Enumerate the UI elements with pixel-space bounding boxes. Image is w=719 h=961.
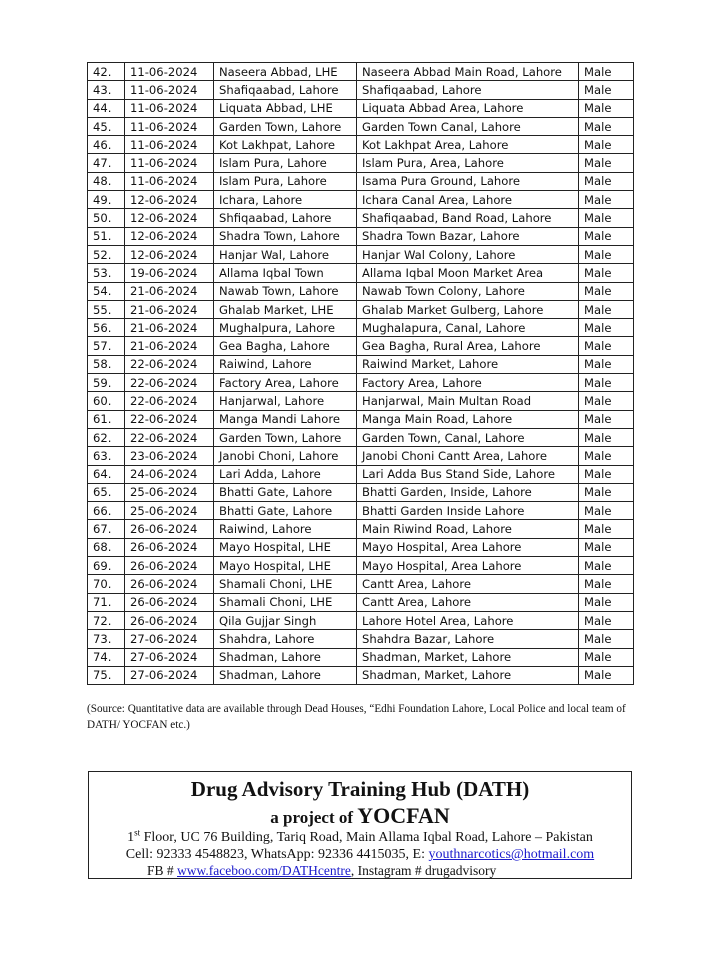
table-row <box>88 99 634 117</box>
record-no-cell: 61. <box>88 410 125 428</box>
table-row <box>88 557 634 575</box>
record-gender-cell: Male <box>579 264 634 282</box>
record-date-cell: 25-06-2024 <box>125 502 214 520</box>
table-row <box>88 611 634 629</box>
footer-project-name: YOCFAN <box>357 803 450 828</box>
record-no-cell: 54. <box>88 282 125 300</box>
record-date-cell: 11-06-2024 <box>125 136 214 154</box>
record-no-cell: 57. <box>88 337 125 355</box>
record-date-cell: 11-06-2024 <box>125 63 214 81</box>
record-area-cell: Bhatti Garden, Inside, Lahore <box>357 483 579 501</box>
record-date-cell: 11-06-2024 <box>125 172 214 190</box>
record-gender-cell: Male <box>579 227 634 245</box>
footer-address-sup: st <box>134 827 141 838</box>
table-row <box>88 666 634 684</box>
record-location-cell: Ichara, Lahore <box>214 191 357 209</box>
record-date-cell: 26-06-2024 <box>125 557 214 575</box>
record-gender-cell: Male <box>579 300 634 318</box>
record-location-cell: Hanjarwal, Lahore <box>214 392 357 410</box>
record-area-cell: Shadra Town Bazar, Lahore <box>357 227 579 245</box>
record-location-cell: Mayo Hospital, LHE <box>214 538 357 556</box>
table-row <box>88 63 634 81</box>
record-gender-cell: Male <box>579 557 634 575</box>
record-area-cell: Janobi Choni Cantt Area, Lahore <box>357 447 579 465</box>
record-area-cell: Ghalab Market Gulberg, Lahore <box>357 300 579 318</box>
record-location-cell: Gea Bagha, Lahore <box>214 337 357 355</box>
record-date-cell: 12-06-2024 <box>125 209 214 227</box>
record-gender-cell: Male <box>579 465 634 483</box>
record-no-cell: 58. <box>88 355 125 373</box>
record-gender-cell: Male <box>579 117 634 135</box>
record-date-cell: 11-06-2024 <box>125 154 214 172</box>
record-date-cell: 27-06-2024 <box>125 630 214 648</box>
record-area-cell: Isama Pura Ground, Lahore <box>357 172 579 190</box>
record-date-cell: 12-06-2024 <box>125 191 214 209</box>
record-no-cell: 44. <box>88 99 125 117</box>
footer-social <box>147 862 496 879</box>
table-row <box>88 300 634 318</box>
record-area-cell: Allama Iqbal Moon Market Area <box>357 264 579 282</box>
record-no-cell: 47. <box>88 154 125 172</box>
record-location-cell: Shfiqaabad, Lahore <box>214 209 357 227</box>
record-area-cell: Shadman, Market, Lahore <box>357 666 579 684</box>
record-no-cell: 67. <box>88 520 125 538</box>
record-date-cell: 11-06-2024 <box>125 117 214 135</box>
record-location-cell: Lari Adda, Lahore <box>214 465 357 483</box>
record-no-cell: 43. <box>88 81 125 99</box>
footer-address-rest: Floor, UC 76 Building, Tariq Road, Main Allama Iqbal Road, Lahore – Pakistan <box>140 830 593 845</box>
record-location-cell: Naseera Abbad, LHE <box>214 63 357 81</box>
record-area-cell: Shafiqaabad, Band Road, Lahore <box>357 209 579 227</box>
record-date-cell: 21-06-2024 <box>125 300 214 318</box>
table-row <box>88 483 634 501</box>
record-area-cell: Ichara Canal Area, Lahore <box>357 191 579 209</box>
record-date-cell: 22-06-2024 <box>125 410 214 428</box>
record-gender-cell: Male <box>579 428 634 446</box>
record-location-cell: Kot Lakhpat, Lahore <box>214 136 357 154</box>
record-gender-cell: Male <box>579 410 634 428</box>
record-area-cell: Shadman, Market, Lahore <box>357 648 579 666</box>
record-area-cell: Factory Area, Lahore <box>357 374 579 392</box>
table-row <box>88 209 634 227</box>
record-gender-cell: Male <box>579 191 634 209</box>
records-table-body <box>88 63 634 685</box>
record-area-cell: Mughalapura, Canal, Lahore <box>357 319 579 337</box>
record-gender-cell: Male <box>579 337 634 355</box>
footer-title: Drug Advisory Training Hub (DATH) <box>190 777 530 801</box>
record-gender-cell: Male <box>579 209 634 227</box>
record-gender-cell: Male <box>579 99 634 117</box>
record-no-cell: 65. <box>88 483 125 501</box>
record-no-cell: 74. <box>88 648 125 666</box>
record-area-cell: Cantt Area, Lahore <box>357 593 579 611</box>
record-location-cell: Shadra Town, Lahore <box>214 227 357 245</box>
record-location-cell: Factory Area, Lahore <box>214 374 357 392</box>
record-date-cell: 21-06-2024 <box>125 319 214 337</box>
record-no-cell: 45. <box>88 117 125 135</box>
record-gender-cell: Male <box>579 575 634 593</box>
record-no-cell: 42. <box>88 63 125 81</box>
record-gender-cell: Male <box>579 648 634 666</box>
table-row <box>88 502 634 520</box>
record-location-cell: Raiwind, Lahore <box>214 355 357 373</box>
record-location-cell: Hanjar Wal, Lahore <box>214 245 357 263</box>
record-date-cell: 19-06-2024 <box>125 264 214 282</box>
record-no-cell: 49. <box>88 191 125 209</box>
table-row <box>88 465 634 483</box>
record-location-cell: Allama Iqbal Town <box>214 264 357 282</box>
record-gender-cell: Male <box>579 355 634 373</box>
record-location-cell: Shadman, Lahore <box>214 648 357 666</box>
table-row <box>88 227 634 245</box>
record-location-cell: Shamali Choni, LHE <box>214 575 357 593</box>
record-date-cell: 22-06-2024 <box>125 355 214 373</box>
record-gender-cell: Male <box>579 63 634 81</box>
record-location-cell: Shadman, Lahore <box>214 666 357 684</box>
record-area-cell: Lahore Hotel Area, Lahore <box>357 611 579 629</box>
record-area-cell: Gea Bagha, Rural Area, Lahore <box>357 337 579 355</box>
table-row <box>88 520 634 538</box>
record-location-cell: Garden Town, Lahore <box>214 117 357 135</box>
record-date-cell: 11-06-2024 <box>125 81 214 99</box>
table-row <box>88 410 634 428</box>
record-gender-cell: Male <box>579 593 634 611</box>
record-gender-cell: Male <box>579 392 634 410</box>
table-row <box>88 264 634 282</box>
footer-email-link[interactable]: youthnarcotics@hotmail.com <box>428 847 595 862</box>
record-location-cell: Islam Pura, Lahore <box>214 172 357 190</box>
record-date-cell: 26-06-2024 <box>125 593 214 611</box>
record-no-cell: 60. <box>88 392 125 410</box>
record-area-cell: Raiwind Market, Lahore <box>357 355 579 373</box>
record-no-cell: 52. <box>88 245 125 263</box>
record-location-cell: Shahdra, Lahore <box>214 630 357 648</box>
record-no-cell: 71. <box>88 593 125 611</box>
record-no-cell: 73. <box>88 630 125 648</box>
table-row <box>88 355 634 373</box>
record-date-cell: 26-06-2024 <box>125 575 214 593</box>
record-location-cell: Ghalab Market, LHE <box>214 300 357 318</box>
table-row <box>88 172 634 190</box>
records-table <box>87 62 634 685</box>
record-location-cell: Mayo Hospital, LHE <box>214 557 357 575</box>
table-row <box>88 154 634 172</box>
footer-box <box>88 771 632 879</box>
record-date-cell: 25-06-2024 <box>125 483 214 501</box>
record-gender-cell: Male <box>579 538 634 556</box>
record-gender-cell: Male <box>579 154 634 172</box>
record-area-cell: Garden Town, Canal, Lahore <box>357 428 579 446</box>
record-area-cell: Kot Lakhpat Area, Lahore <box>357 136 579 154</box>
record-gender-cell: Male <box>579 319 634 337</box>
table-row <box>88 374 634 392</box>
record-no-cell: 72. <box>88 611 125 629</box>
record-area-cell: Manga Main Road, Lahore <box>357 410 579 428</box>
record-date-cell: 12-06-2024 <box>125 245 214 263</box>
table-row <box>88 282 634 300</box>
record-location-cell: Islam Pura, Lahore <box>214 154 357 172</box>
record-no-cell: 50. <box>88 209 125 227</box>
record-area-cell: Shafiqaabad, Lahore <box>357 81 579 99</box>
table-row <box>88 392 634 410</box>
record-no-cell: 64. <box>88 465 125 483</box>
record-date-cell: 27-06-2024 <box>125 666 214 684</box>
footer-contact <box>89 846 631 863</box>
record-area-cell: Islam Pura, Area, Lahore <box>357 154 579 172</box>
record-date-cell: 22-06-2024 <box>125 428 214 446</box>
record-area-cell: Hanjar Wal Colony, Lahore <box>357 245 579 263</box>
footer-project-line <box>89 803 631 832</box>
record-location-cell: Bhatti Gate, Lahore <box>214 483 357 501</box>
record-no-cell: 51. <box>88 227 125 245</box>
table-row <box>88 81 634 99</box>
record-date-cell: 21-06-2024 <box>125 282 214 300</box>
record-location-cell: Janobi Choni, Lahore <box>214 447 357 465</box>
record-no-cell: 62. <box>88 428 125 446</box>
footer-instagram-text: , Instagram # drugadvisory <box>350 863 497 878</box>
record-date-cell: 26-06-2024 <box>125 520 214 538</box>
record-date-cell: 26-06-2024 <box>125 538 214 556</box>
record-area-cell: Mayo Hospital, Area Lahore <box>357 538 579 556</box>
record-gender-cell: Male <box>579 520 634 538</box>
record-no-cell: 68. <box>88 538 125 556</box>
record-no-cell: 55. <box>88 300 125 318</box>
record-gender-cell: Male <box>579 630 634 648</box>
table-row <box>88 593 634 611</box>
record-location-cell: Mughalpura, Lahore <box>214 319 357 337</box>
record-no-cell: 75. <box>88 666 125 684</box>
source-note: (Source: Quantitative data are available through Dead Houses, “Edhi Foundation Lahore, Local Police and local team of DATH/ YOCFAN etc.) <box>87 703 626 731</box>
record-date-cell: 12-06-2024 <box>125 227 214 245</box>
record-gender-cell: Male <box>579 447 634 465</box>
record-area-cell: Lari Adda Bus Stand Side, Lahore <box>357 465 579 483</box>
table-row <box>88 428 634 446</box>
footer-facebook-link[interactable]: www.faceboo.com/DATHcentre <box>177 863 351 878</box>
table-row <box>88 136 634 154</box>
record-location-cell: Qila Gujjar Singh <box>214 611 357 629</box>
record-date-cell: 23-06-2024 <box>125 447 214 465</box>
table-row <box>88 538 634 556</box>
record-gender-cell: Male <box>579 374 634 392</box>
footer-address <box>89 829 631 846</box>
record-area-cell: Cantt Area, Lahore <box>357 575 579 593</box>
record-location-cell: Bhatti Gate, Lahore <box>214 502 357 520</box>
footer-address-floor: 1 <box>127 830 135 845</box>
record-gender-cell: Male <box>579 666 634 684</box>
record-date-cell: 27-06-2024 <box>125 648 214 666</box>
table-row <box>88 447 634 465</box>
record-gender-cell: Male <box>579 483 634 501</box>
record-location-cell: Liquata Abbad, LHE <box>214 99 357 117</box>
record-gender-cell: Male <box>579 282 634 300</box>
record-location-cell: Shafiqaabad, Lahore <box>214 81 357 99</box>
record-location-cell: Garden Town, Lahore <box>214 428 357 446</box>
record-location-cell: Shamali Choni, LHE <box>214 593 357 611</box>
record-no-cell: 48. <box>88 172 125 190</box>
record-no-cell: 66. <box>88 502 125 520</box>
table-row <box>88 575 634 593</box>
record-no-cell: 59. <box>88 374 125 392</box>
record-no-cell: 53. <box>88 264 125 282</box>
table-row <box>88 117 634 135</box>
record-area-cell: Liquata Abbad Area, Lahore <box>357 99 579 117</box>
record-area-cell: Shahdra Bazar, Lahore <box>357 630 579 648</box>
footer-contact-text: Cell: 92333 4548823, WhatsApp: 92336 4415035, E: <box>125 847 429 862</box>
record-area-cell: Naseera Abbad Main Road, Lahore <box>357 63 579 81</box>
record-area-cell: Garden Town Canal, Lahore <box>357 117 579 135</box>
record-date-cell: 22-06-2024 <box>125 374 214 392</box>
record-date-cell: 22-06-2024 <box>125 392 214 410</box>
record-location-cell: Raiwind, Lahore <box>214 520 357 538</box>
record-area-cell: Bhatti Garden Inside Lahore <box>357 502 579 520</box>
table-row <box>88 245 634 263</box>
record-no-cell: 46. <box>88 136 125 154</box>
record-date-cell: 21-06-2024 <box>125 337 214 355</box>
record-gender-cell: Male <box>579 502 634 520</box>
record-location-cell: Nawab Town, Lahore <box>214 282 357 300</box>
record-gender-cell: Male <box>579 136 634 154</box>
record-no-cell: 56. <box>88 319 125 337</box>
record-gender-cell: Male <box>579 172 634 190</box>
footer-fb-prefix: FB # <box>147 863 178 878</box>
table-row <box>88 319 634 337</box>
record-area-cell: Mayo Hospital, Area Lahore <box>357 557 579 575</box>
footer-project-prefix: a project of <box>270 808 358 827</box>
record-area-cell: Main Riwind Road, Lahore <box>357 520 579 538</box>
record-date-cell: 11-06-2024 <box>125 99 214 117</box>
record-gender-cell: Male <box>579 611 634 629</box>
record-gender-cell: Male <box>579 81 634 99</box>
table-row <box>88 648 634 666</box>
record-date-cell: 24-06-2024 <box>125 465 214 483</box>
record-area-cell: Hanjarwal, Main Multan Road <box>357 392 579 410</box>
table-row <box>88 630 634 648</box>
record-date-cell: 26-06-2024 <box>125 611 214 629</box>
record-area-cell: Nawab Town Colony, Lahore <box>357 282 579 300</box>
record-no-cell: 69. <box>88 557 125 575</box>
record-no-cell: 70. <box>88 575 125 593</box>
table-row <box>88 191 634 209</box>
table-row <box>88 337 634 355</box>
record-location-cell: Manga Mandi Lahore <box>214 410 357 428</box>
record-no-cell: 63. <box>88 447 125 465</box>
record-gender-cell: Male <box>579 245 634 263</box>
